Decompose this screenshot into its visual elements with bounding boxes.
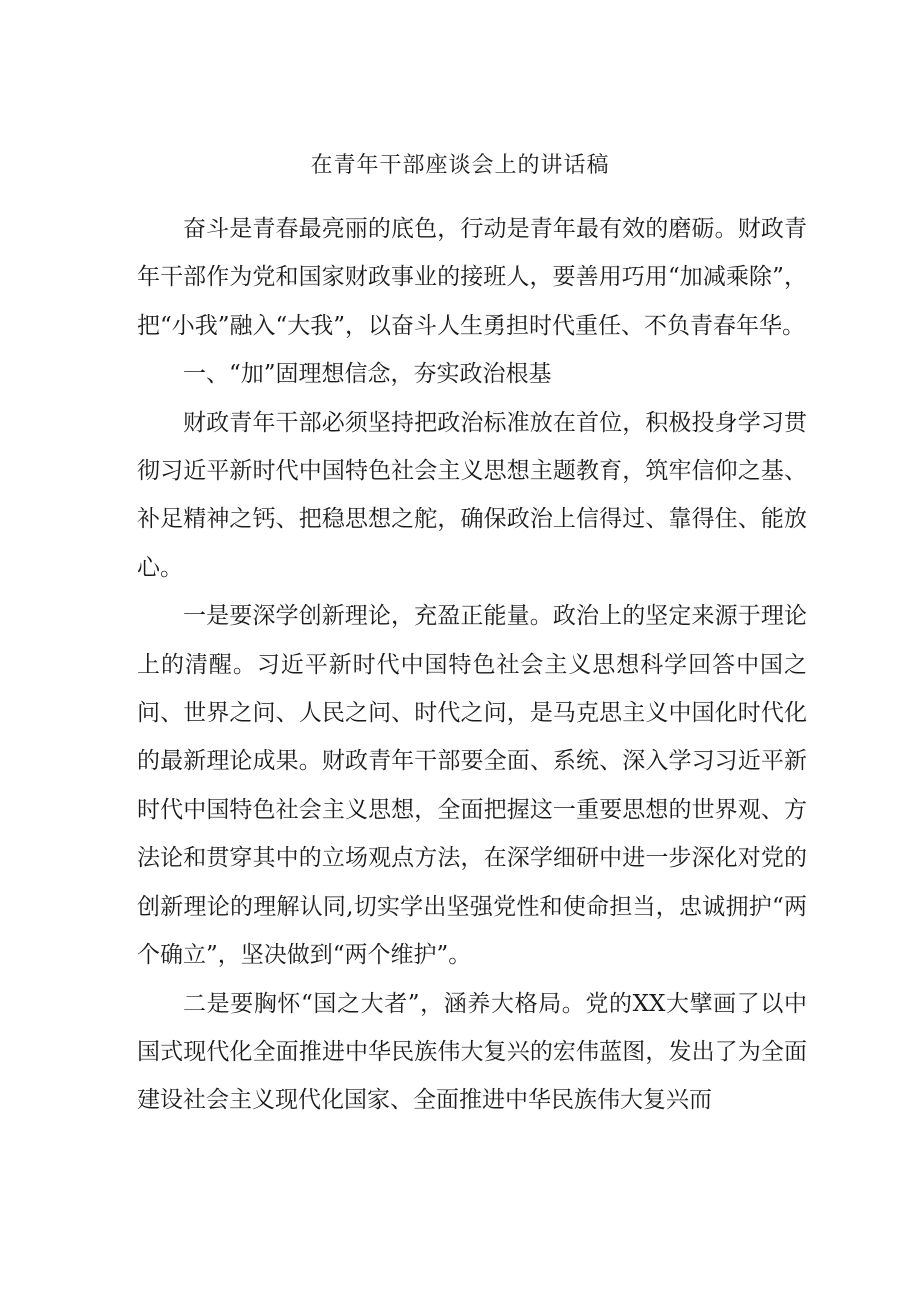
paragraph-section-1: 财政青年干部必须坚持把政治标准放在首位，积极投身学习贯彻习近平新时代中国特色社会主义思想主题教育，筑牢信仰之基、补足精神之钙、把稳思想之舵，确保政治上信得过、靠得住、能放心。 xyxy=(137,409,807,581)
document-title: 在青年干部座谈会上的讲话稿 xyxy=(310,153,610,178)
paragraph-intro: 奋斗是青春最亮丽的底色，行动是青年最有效的磨砺。财政青年干部作为党和国家财政事业的接班人，要善用巧用“加减乘除”，把“小我”融入“大我”，以奋斗人生勇担时代重任、不负青春年华。 xyxy=(137,216,807,339)
paragraph-point-1: 一是要深学创新理论，充盈正能量。政治上的坚定来源于理论上的清醒。习近平新时代中国特色社会主义思想科学回答中国之问、世界之问、人民之问、时代之问，是马克思主义中国化时代化的最新理论成果。财政青年干部要全面、系统、深入学习习近平新时代中国特色社会主义思想，全面把握这一重要思想的世界观、方法论和贯穿其中的立场观点方法，在深学细研中进一步深化对党的创新理论的理解认同,切实学出坚强党性和使命担当，忠诚拥护“两个确立”，坚决做到“两个维护”。 xyxy=(137,603,807,969)
document-body xyxy=(137,205,807,1125)
section-heading-1: 一、“加”固理想信念，夯实政治根基 xyxy=(183,361,552,388)
paragraph-point-2: 二是要胸怀“国之大者”，涵养大格局。党的XX大擘画了以中国式现代化全面推进中华民族伟大复兴的宏伟蓝图，发出了为全面建设社会主义现代化国家、全面推进中华民族伟大复兴而 xyxy=(137,990,807,1114)
